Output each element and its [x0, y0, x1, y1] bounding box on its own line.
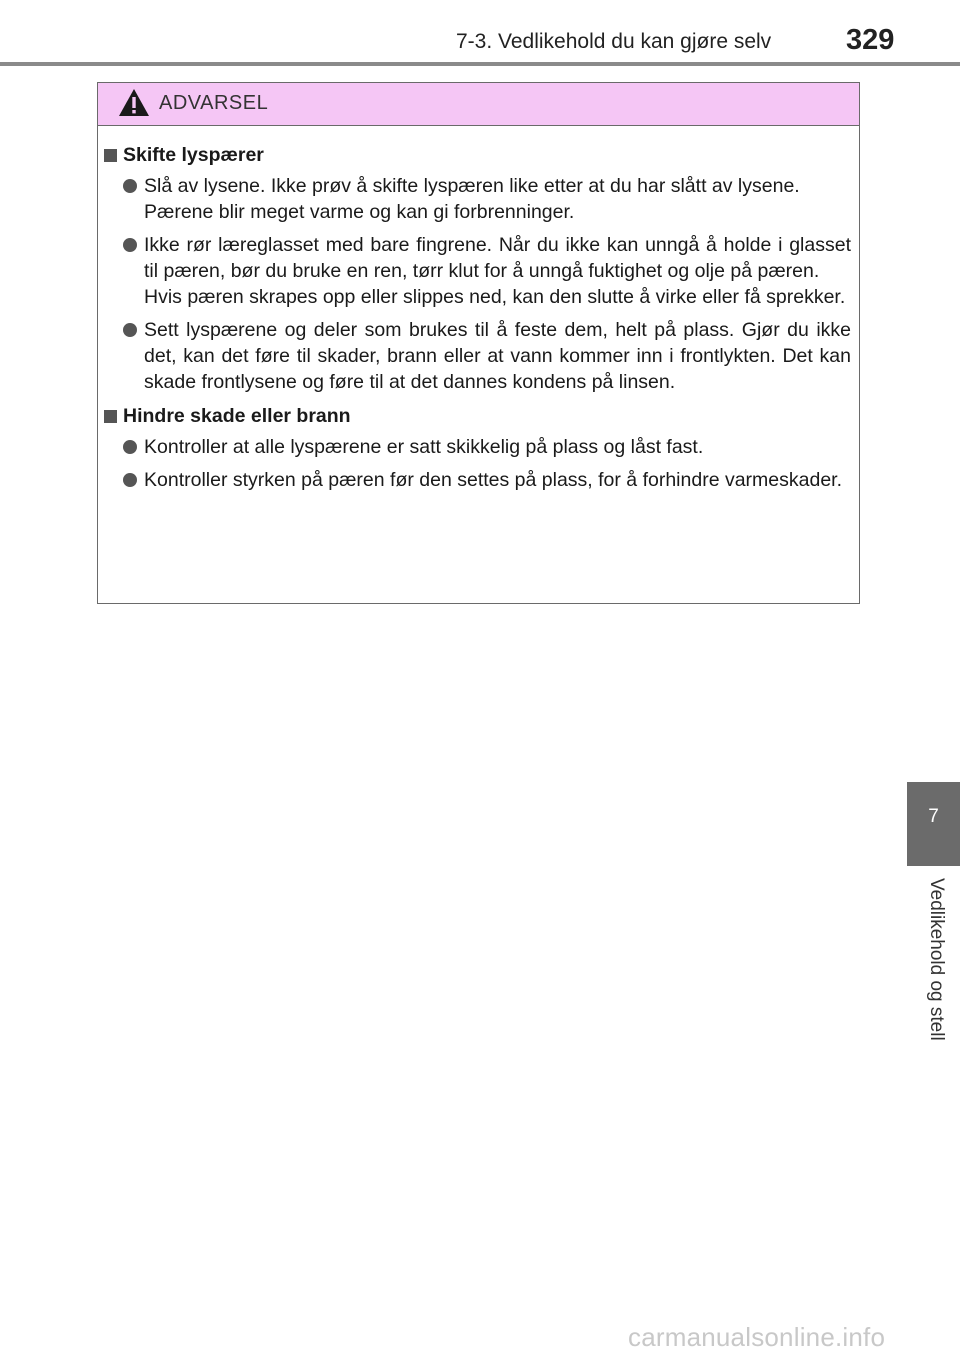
watermark: carmanualsonline.info	[628, 1322, 886, 1352]
bullet-item	[98, 232, 851, 310]
warning-body	[98, 126, 859, 493]
warning-title: ADVARSEL	[159, 92, 269, 114]
bullet-item	[98, 173, 851, 225]
round-bullet-icon	[123, 179, 137, 193]
bullet-text: Slå av lysene. Ikke prøv å skifte lyspæren like etter at du har slått av lysene.	[144, 175, 800, 197]
chapter-label: Vedlikehold og stell	[926, 878, 947, 1041]
section-heading-text: Hindre skade eller brann	[123, 405, 351, 427]
round-bullet-icon	[123, 473, 137, 487]
round-bullet-icon	[123, 440, 137, 454]
page-number: 329	[846, 24, 895, 56]
chapter-number: 7	[928, 806, 939, 827]
bullet-text: Kontroller at alle lyspærene er satt skikkelig på plass og låst fast.	[144, 436, 704, 458]
bullet-item	[98, 317, 851, 395]
warning-section	[98, 142, 851, 395]
square-bullet-icon	[104, 149, 117, 162]
warning-header	[98, 83, 859, 126]
header-section-title: 7-3. Vedlikehold du kan gjøre selv	[456, 30, 772, 53]
square-bullet-icon	[104, 410, 117, 423]
warning-section	[98, 403, 851, 493]
bullet-item	[98, 467, 851, 493]
round-bullet-icon	[123, 323, 137, 337]
bullet-text: Kontroller styrken på pæren før den settes på plass, for å forhindre varmeskader.	[144, 469, 843, 491]
round-bullet-icon	[123, 238, 137, 252]
warning-triangle-icon	[118, 88, 150, 117]
bullet-text: Hvis pæren skrapes opp eller slippes ned, kan den slutte å virke eller få sprekker.	[144, 286, 846, 308]
section-heading	[98, 403, 851, 430]
section-heading-text: Skifte lyspærer	[123, 144, 264, 166]
bullet-item	[98, 434, 851, 460]
header-rule	[0, 62, 960, 66]
bullet-text: Pærene blir meget varme og kan gi forbrenninger.	[144, 201, 575, 223]
chapter-tab[interactable]	[907, 782, 960, 866]
warning-box	[97, 82, 860, 604]
bullet-text: Ikke rør læreglasset med bare fingrene. Når du ikke kan unngå å holde i glasset til pæren, bør du bruke en ren, tørr klut for å unngå fuktighet og olje på pæren.	[144, 234, 851, 282]
section-heading	[98, 142, 851, 169]
bullet-text: Sett lyspærene og deler som brukes til å feste dem, helt på plass. Gjør du ikke det, kan det føre til skader, brann eller at vann kommer inn i frontlykten. Det kan skade frontlysene og føre til at det dannes kondens på linsen.	[144, 319, 851, 393]
